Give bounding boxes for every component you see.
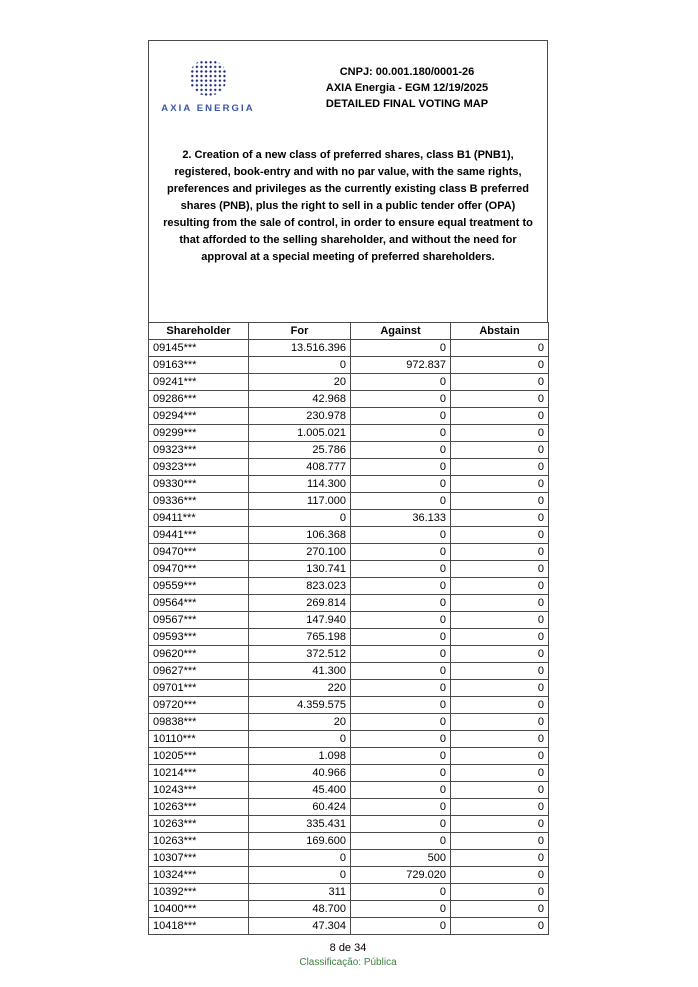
header-titles	[267, 57, 547, 114]
table-row	[149, 391, 549, 408]
against-cell: 0	[351, 833, 451, 850]
against-cell: 0	[351, 374, 451, 391]
table-row	[149, 799, 549, 816]
shareholder-cell: 09559***	[149, 578, 249, 595]
table-row	[149, 527, 549, 544]
shareholder-cell: 09627***	[149, 663, 249, 680]
shareholder-cell: 09336***	[149, 493, 249, 510]
voting-table-body	[149, 340, 549, 935]
against-cell: 0	[351, 544, 451, 561]
shareholder-cell: 09330***	[149, 476, 249, 493]
shareholder-cell: 09720***	[149, 697, 249, 714]
for-cell: 270.100	[249, 544, 351, 561]
for-cell: 47.304	[249, 918, 351, 935]
shareholder-cell: 09470***	[149, 561, 249, 578]
against-cell: 0	[351, 629, 451, 646]
abstain-cell: 0	[451, 816, 549, 833]
for-cell: 4.359.575	[249, 697, 351, 714]
axia-logo-text: AXIA ENERGIA	[161, 103, 255, 114]
axia-logo	[149, 57, 267, 114]
shareholder-cell: 10307***	[149, 850, 249, 867]
for-cell: 0	[249, 357, 351, 374]
for-cell: 0	[249, 510, 351, 527]
abstain-cell: 0	[451, 561, 549, 578]
abstain-cell: 0	[451, 391, 549, 408]
shareholder-cell: 09299***	[149, 425, 249, 442]
against-cell: 0	[351, 646, 451, 663]
shareholder-cell: 09564***	[149, 595, 249, 612]
shareholder-cell: 10243***	[149, 782, 249, 799]
shareholder-cell: 10263***	[149, 799, 249, 816]
voting-table	[148, 322, 549, 935]
shareholder-cell: 09441***	[149, 527, 249, 544]
table-row	[149, 697, 549, 714]
abstain-cell: 0	[451, 425, 549, 442]
for-cell: 0	[249, 850, 351, 867]
header-against: Against	[351, 323, 451, 340]
against-cell: 0	[351, 527, 451, 544]
shareholder-cell: 09294***	[149, 408, 249, 425]
header-top	[149, 57, 547, 114]
for-cell: 20	[249, 714, 351, 731]
abstain-cell: 0	[451, 510, 549, 527]
abstain-cell: 0	[451, 782, 549, 799]
for-cell: 0	[249, 867, 351, 884]
classification-label: Classificação: Pública	[299, 957, 397, 968]
shareholder-cell: 10400***	[149, 901, 249, 918]
abstain-cell: 0	[451, 408, 549, 425]
shareholder-cell: 10205***	[149, 748, 249, 765]
shareholder-cell: 10263***	[149, 816, 249, 833]
table-row	[149, 442, 549, 459]
for-cell: 823.023	[249, 578, 351, 595]
against-cell: 0	[351, 340, 451, 357]
shareholder-cell: 09593***	[149, 629, 249, 646]
against-cell: 0	[351, 459, 451, 476]
page-number: 8 de 34	[329, 942, 367, 954]
for-cell: 765.198	[249, 629, 351, 646]
for-cell: 372.512	[249, 646, 351, 663]
for-cell: 42.968	[249, 391, 351, 408]
against-cell: 0	[351, 391, 451, 408]
shareholder-cell: 09620***	[149, 646, 249, 663]
shareholder-cell: 09145***	[149, 340, 249, 357]
against-cell: 729.020	[351, 867, 451, 884]
abstain-cell: 0	[451, 612, 549, 629]
abstain-cell: 0	[451, 578, 549, 595]
abstain-cell: 0	[451, 680, 549, 697]
for-cell: 130.741	[249, 561, 351, 578]
for-cell: 117.000	[249, 493, 351, 510]
for-cell: 41.300	[249, 663, 351, 680]
table-row	[149, 476, 549, 493]
report-title-line: DETAILED FINAL VOTING MAP	[325, 98, 489, 110]
for-cell: 106.368	[249, 527, 351, 544]
table-row	[149, 782, 549, 799]
agenda-item-text: 2. Creation of a new class of preferred shares, class B1 (PNB1), registered, book-entry and with no par value, with the same rights, preferences and privileges as the currently existing class B preferred shares (PNB), plus the right to sell in a public tender offer (OPA) resulting from the sale of control, in order to ensure equal treatment to that afforded to the selling shareholder, and without the need for approval at a special meeting of preferred shareholders.	[163, 149, 533, 263]
abstain-cell: 0	[451, 884, 549, 901]
table-header-row	[149, 323, 549, 340]
abstain-cell: 0	[451, 731, 549, 748]
table-row	[149, 561, 549, 578]
against-cell: 0	[351, 476, 451, 493]
shareholder-cell: 10110***	[149, 731, 249, 748]
for-cell: 147.940	[249, 612, 351, 629]
for-cell: 114.300	[249, 476, 351, 493]
against-cell: 36.133	[351, 510, 451, 527]
abstain-cell: 0	[451, 357, 549, 374]
table-row	[149, 578, 549, 595]
shareholder-cell: 09567***	[149, 612, 249, 629]
against-cell: 0	[351, 799, 451, 816]
abstain-cell: 0	[451, 748, 549, 765]
against-cell: 0	[351, 884, 451, 901]
shareholder-cell: 09286***	[149, 391, 249, 408]
table-row	[149, 748, 549, 765]
for-cell: 60.424	[249, 799, 351, 816]
against-cell: 500	[351, 850, 451, 867]
for-cell: 311	[249, 884, 351, 901]
abstain-cell: 0	[451, 629, 549, 646]
table-row	[149, 510, 549, 527]
table-row	[149, 816, 549, 833]
against-cell: 0	[351, 765, 451, 782]
for-cell: 13.516.396	[249, 340, 351, 357]
against-cell: 0	[351, 816, 451, 833]
against-cell: 0	[351, 578, 451, 595]
table-row	[149, 765, 549, 782]
for-cell: 0	[249, 731, 351, 748]
shareholder-cell: 10324***	[149, 867, 249, 884]
header-section	[148, 40, 548, 322]
abstain-cell: 0	[451, 646, 549, 663]
meeting-title-line: AXIA Energia - EGM 12/19/2025	[325, 82, 489, 94]
axia-logo-globe-icon	[189, 59, 227, 96]
for-cell: 169.600	[249, 833, 351, 850]
shareholder-cell: 10214***	[149, 765, 249, 782]
for-cell: 1.098	[249, 748, 351, 765]
table-row	[149, 629, 549, 646]
against-cell: 0	[351, 901, 451, 918]
abstain-cell: 0	[451, 833, 549, 850]
table-row	[149, 867, 549, 884]
table-row	[149, 850, 549, 867]
for-cell: 48.700	[249, 901, 351, 918]
table-row	[149, 425, 549, 442]
against-cell: 0	[351, 714, 451, 731]
for-cell: 1.005.021	[249, 425, 351, 442]
table-row	[149, 884, 549, 901]
against-cell: 0	[351, 425, 451, 442]
against-cell: 0	[351, 731, 451, 748]
abstain-cell: 0	[451, 340, 549, 357]
shareholder-cell: 09838***	[149, 714, 249, 731]
table-row	[149, 612, 549, 629]
against-cell: 0	[351, 442, 451, 459]
against-cell: 0	[351, 697, 451, 714]
against-cell: 0	[351, 663, 451, 680]
table-row	[149, 357, 549, 374]
table-row	[149, 595, 549, 612]
against-cell: 0	[351, 680, 451, 697]
abstain-cell: 0	[451, 493, 549, 510]
abstain-cell: 0	[451, 714, 549, 731]
abstain-cell: 0	[451, 867, 549, 884]
for-cell: 220	[249, 680, 351, 697]
table-row	[149, 663, 549, 680]
table-row	[149, 374, 549, 391]
table-row	[149, 833, 549, 850]
shareholder-cell: 09241***	[149, 374, 249, 391]
shareholder-cell: 09323***	[149, 442, 249, 459]
abstain-cell: 0	[451, 459, 549, 476]
abstain-cell: 0	[451, 663, 549, 680]
shareholder-cell: 09411***	[149, 510, 249, 527]
for-cell: 45.400	[249, 782, 351, 799]
table-row	[149, 680, 549, 697]
table-row	[149, 646, 549, 663]
abstain-cell: 0	[451, 799, 549, 816]
abstain-cell: 0	[451, 697, 549, 714]
for-cell: 335.431	[249, 816, 351, 833]
abstain-cell: 0	[451, 918, 549, 935]
shareholder-cell: 10263***	[149, 833, 249, 850]
table-row	[149, 901, 549, 918]
against-cell: 0	[351, 561, 451, 578]
abstain-cell: 0	[451, 595, 549, 612]
for-cell: 408.777	[249, 459, 351, 476]
page-footer	[148, 942, 548, 968]
against-cell: 0	[351, 918, 451, 935]
header-shareholder: Shareholder	[149, 323, 249, 340]
table-row	[149, 731, 549, 748]
abstain-cell: 0	[451, 374, 549, 391]
abstain-cell: 0	[451, 544, 549, 561]
against-cell: 0	[351, 612, 451, 629]
table-row	[149, 408, 549, 425]
against-cell: 0	[351, 408, 451, 425]
abstain-cell: 0	[451, 476, 549, 493]
abstain-cell: 0	[451, 442, 549, 459]
shareholder-cell: 09323***	[149, 459, 249, 476]
table-row	[149, 918, 549, 935]
shareholder-cell: 09701***	[149, 680, 249, 697]
table-row	[149, 459, 549, 476]
abstain-cell: 0	[451, 765, 549, 782]
abstain-cell: 0	[451, 901, 549, 918]
abstain-cell: 0	[451, 850, 549, 867]
abstain-cell: 0	[451, 527, 549, 544]
for-cell: 25.786	[249, 442, 351, 459]
for-cell: 269.814	[249, 595, 351, 612]
cnpj-line: CNPJ: 00.001.180/0001-26	[339, 66, 475, 78]
header-for: For	[249, 323, 351, 340]
shareholder-cell: 09470***	[149, 544, 249, 561]
against-cell: 0	[351, 782, 451, 799]
shareholder-cell: 10392***	[149, 884, 249, 901]
for-cell: 40.966	[249, 765, 351, 782]
table-row	[149, 493, 549, 510]
table-row	[149, 714, 549, 731]
against-cell: 0	[351, 595, 451, 612]
shareholder-cell: 10418***	[149, 918, 249, 935]
for-cell: 20	[249, 374, 351, 391]
against-cell: 0	[351, 748, 451, 765]
for-cell: 230.978	[249, 408, 351, 425]
document-content	[148, 40, 548, 968]
table-row	[149, 544, 549, 561]
shareholder-cell: 09163***	[149, 357, 249, 374]
against-cell: 0	[351, 493, 451, 510]
header-abstain: Abstain	[451, 323, 549, 340]
against-cell: 972.837	[351, 357, 451, 374]
table-row	[149, 340, 549, 357]
